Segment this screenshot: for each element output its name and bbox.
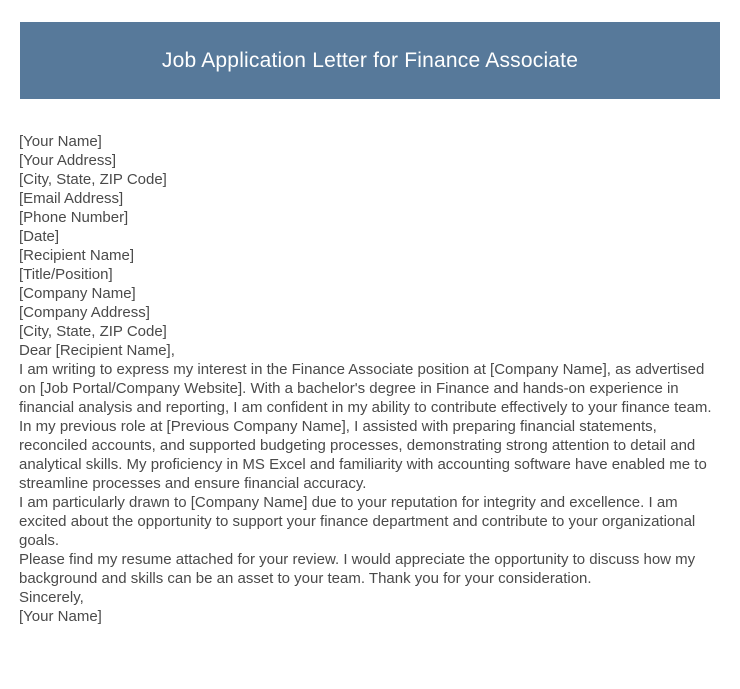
recipient-city-state-zip-line: [City, State, ZIP Code] (19, 323, 167, 340)
sender-address-line: [Your Address] (19, 152, 117, 169)
recipient-company-line: [Company Name] (19, 285, 136, 302)
signature-name-line: [Your Name] (19, 608, 102, 625)
sender-city-state-zip-line: [City, State, ZIP Code] (19, 171, 167, 188)
sender-phone-line: [Phone Number] (19, 209, 129, 226)
salutation-line: Dear [Recipient Name], (19, 342, 175, 359)
letter-paragraph-1: I am writing to express my interest in the Finance Associate position at [Company Name], as advertised on [Job Portal/Company Website]. With a bachelor's degree in Finance and hands-on experience in financial analysis and reporting, I am confident in my ability to contribute effectively to your finance team. (19, 361, 712, 416)
recipient-title-line: [Title/Position] (19, 266, 113, 283)
sender-name-line: [Your Name] (19, 133, 102, 150)
recipient-name-line: [Recipient Name] (19, 247, 135, 264)
letter-body (0, 99, 740, 626)
recipient-company-address-line: [Company Address] (19, 304, 150, 321)
sender-address-block (19, 132, 720, 246)
recipient-address-block (19, 246, 720, 341)
page-title: Job Application Letter for Finance Associate (161, 48, 579, 72)
letter-paragraph-2: In my previous role at [Previous Company Name], I assisted with preparing financial statements, reconciled accounts, and supported budgeting processes, demonstrating strong attention to detail and analytical skills. My proficiency in MS Excel and familiarity with accounting software have enabled me to streamline processes and ensure financial accuracy. (19, 418, 707, 492)
letter-paragraph-3: I am particularly drawn to [Company Name] due to your reputation for integrity and excellence. I am excited about the opportunity to support your finance department and contribute to your organizational goals. (19, 494, 696, 549)
document-header-banner (20, 22, 720, 99)
letter-paragraph-4: Please find my resume attached for your review. I would appreciate the opportunity to discuss how my background and skills can be an asset to your team. Thank you for your consideration. (19, 551, 696, 587)
letter-date-line: [Date] (19, 228, 60, 245)
letter-document (0, 22, 740, 689)
closing-line: Sincerely, (19, 589, 84, 606)
sender-email-line: [Email Address] (19, 190, 124, 207)
